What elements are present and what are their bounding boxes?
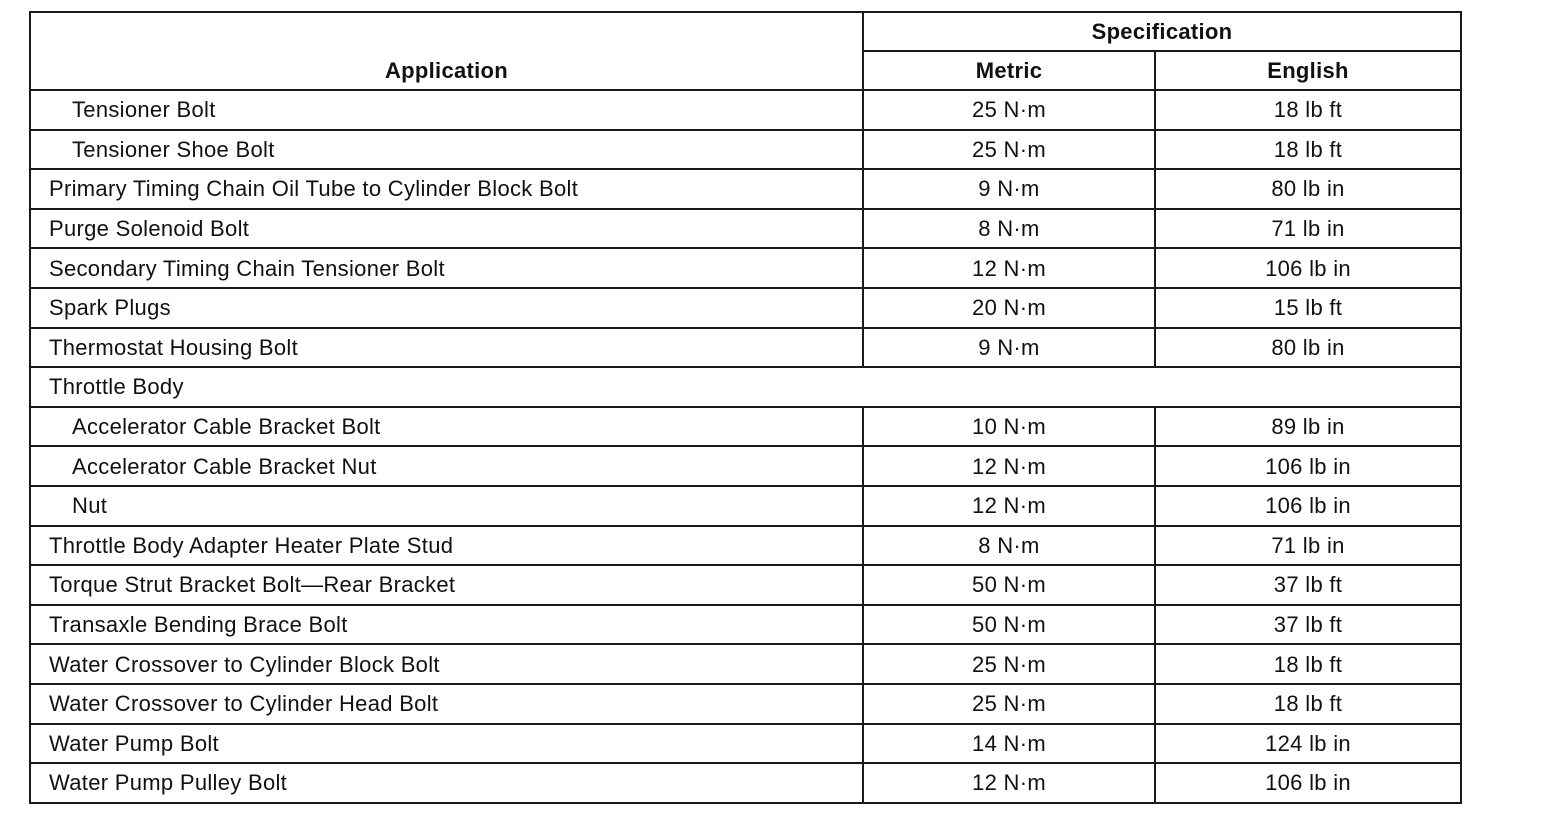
application-cell: Torque Strut Bracket Bolt—Rear Bracket [30,565,863,605]
column-header-english: English [1155,51,1461,90]
header-row-top [30,12,1461,51]
table-row [30,209,1461,249]
application-cell: Water Pump Bolt [30,724,863,764]
table-row [30,684,1461,724]
application-cell: Spark Plugs [30,288,863,328]
english-cell: 71 lb in [1155,526,1461,566]
metric-cell: 12 N·m [863,446,1155,486]
english-cell: 106 lb in [1155,763,1461,803]
application-cell: Water Crossover to Cylinder Block Bolt [30,644,863,684]
application-cell: Tensioner Bolt [30,90,863,130]
english-cell: 37 lb ft [1155,565,1461,605]
table-row [30,248,1461,288]
metric-cell: 12 N·m [863,248,1155,288]
application-cell: Purge Solenoid Bolt [30,209,863,249]
application-cell: Tensioner Shoe Bolt [30,130,863,170]
metric-cell: 8 N·m [863,526,1155,566]
column-header-metric: Metric [863,51,1155,90]
application-cell: Secondary Timing Chain Tensioner Bolt [30,248,863,288]
table-row [30,486,1461,526]
metric-cell: 25 N·m [863,130,1155,170]
table-header [30,12,1461,90]
english-cell: 18 lb ft [1155,130,1461,170]
torque-specification-table [29,11,1462,804]
table-row [30,367,1461,407]
application-cell: Water Pump Pulley Bolt [30,763,863,803]
application-cell: Nut [30,486,863,526]
metric-cell: 20 N·m [863,288,1155,328]
table-row [30,565,1461,605]
english-cell: 71 lb in [1155,209,1461,249]
metric-cell: 9 N·m [863,328,1155,368]
table-row [30,724,1461,764]
table-body [30,90,1461,803]
table-row [30,446,1461,486]
english-cell: 18 lb ft [1155,684,1461,724]
application-cell: Water Crossover to Cylinder Head Bolt [30,684,863,724]
table-row [30,644,1461,684]
table-row [30,169,1461,209]
metric-cell: 25 N·m [863,684,1155,724]
table-row [30,763,1461,803]
metric-cell: 12 N·m [863,486,1155,526]
english-cell: 80 lb in [1155,328,1461,368]
english-cell: 106 lb in [1155,486,1461,526]
metric-cell: 50 N·m [863,605,1155,645]
table-row [30,288,1461,328]
metric-cell: 8 N·m [863,209,1155,249]
column-header-specification: Specification [863,12,1461,51]
metric-cell: 25 N·m [863,644,1155,684]
application-cell: Transaxle Bending Brace Bolt [30,605,863,645]
column-header-application: Application [30,12,863,90]
metric-cell: 9 N·m [863,169,1155,209]
table-row [30,407,1461,447]
table-row [30,90,1461,130]
table-row [30,526,1461,566]
application-cell: Throttle Body Adapter Heater Plate Stud [30,526,863,566]
english-cell: 80 lb in [1155,169,1461,209]
application-cell: Accelerator Cable Bracket Nut [30,446,863,486]
application-cell: Primary Timing Chain Oil Tube to Cylinder Block Bolt [30,169,863,209]
english-cell: 106 lb in [1155,248,1461,288]
english-cell: 106 lb in [1155,446,1461,486]
english-cell: 15 lb ft [1155,288,1461,328]
metric-cell: 10 N·m [863,407,1155,447]
english-cell: 37 lb ft [1155,605,1461,645]
metric-cell: 14 N·m [863,724,1155,764]
english-cell: 18 lb ft [1155,90,1461,130]
metric-cell: 25 N·m [863,90,1155,130]
application-cell: Accelerator Cable Bracket Bolt [30,407,863,447]
metric-cell: 50 N·m [863,565,1155,605]
table-row [30,328,1461,368]
english-cell: 124 lb in [1155,724,1461,764]
metric-cell: 12 N·m [863,763,1155,803]
table-row [30,605,1461,645]
english-cell: 18 lb ft [1155,644,1461,684]
table-row [30,130,1461,170]
english-cell: 89 lb in [1155,407,1461,447]
group-heading-cell: Throttle Body [30,367,1461,407]
application-cell: Thermostat Housing Bolt [30,328,863,368]
